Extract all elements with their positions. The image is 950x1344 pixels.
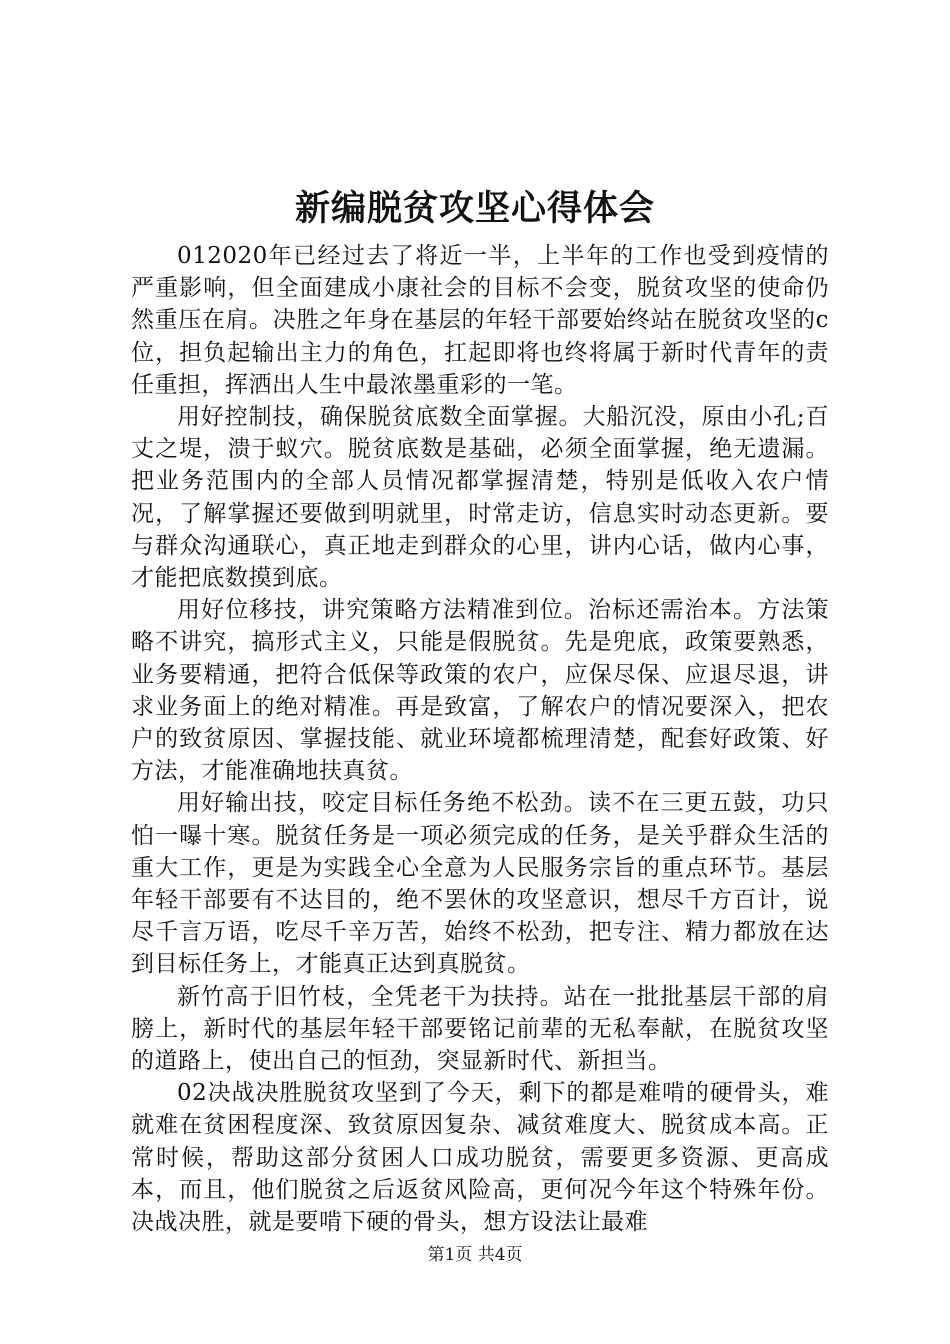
paragraph: 用好输出技，咬定目标任务绝不松劲。读不在三更五鼓，功只怕一曝十寒。脱贫任务是一项必须完成的任务，是关乎群众生活的重大工作，更是为实践全心全意为人民服务宗旨的重点环节。基层年轻干部要有不达目的，绝不罢休的攻坚意识，想尽千方百计，说尽千言万语，吃尽千辛万苦，始终不松劲，把专注、精力都放在达到目标任务上，才能真正达到真脱贫。 bbox=[131, 790, 829, 978]
page-number-footer: 第1页 共4页 bbox=[427, 1245, 523, 1265]
paragraph: 用好位移技，讲究策略方法精准到位。治标还需治本。方法策略不讲究，搞形式主义，只能是假脱贫。先是兜底，政策要熟悉，业务要精通，把符合低保等政策的农户，应保尽保、应退尽退，讲求业务面上的绝对精准。再是致富，了解农户的情况要深入，把农户的致贫原因、掌握技能、就业环境都梳理清楚，配套好政策、好方法，才能准确地扶真贫。 bbox=[131, 597, 829, 785]
paragraph: 新竹高于旧竹枝，全凭老干为扶持。站在一批批基层干部的肩膀上，新时代的基层年轻干部要铭记前辈的无私奉献，在脱贫攻坚的道路上，使出自己的恒劲，突显新时代、新担当。 bbox=[131, 983, 829, 1075]
document-body bbox=[131, 240, 829, 1238]
paragraph: 012020年已经过去了将近一半，上半年的工作也受到疫情的严重影响，但全面建成小康社会的目标不会变，脱贫攻坚的使命仍然重压在肩。决胜之年身在基层的年轻干部要始终站在脱贫攻坚的c位，担负起输出主力的角色，扛起即将也终将属于新时代青年的责任重担，挥洒出人生中最浓墨重彩的一笔。 bbox=[131, 243, 829, 398]
paragraph: 02决战决胜脱贫攻坚到了今天，剩下的都是难啃的硬骨头，难就难在贫困程度深、致贫原因复杂、减贫难度大、脱贫成本高。正常时候，帮助这部分贫困人口成功脱贫，需要更多资源、更高成本，而且，他们脱贫之后返贫风险高，更何况今年这个特殊年份。决战决胜，就是要啃下硬的骨头，想方设法让最难 bbox=[131, 1080, 829, 1236]
paragraph: 用好控制技，确保脱贫底数全面掌握。大船沉没，原由小孔;百丈之堤，溃于蚁穴。脱贫底数是基础，必须全面掌握，绝无遗漏。把业务范围内的全部人员情况都掌握清楚，特别是低收入农户情况，了解掌握还要做到明就里，时常走访，信息实时动态更新。要与群众沟通联心，真正地走到群众的心里，讲内心话，做内心事，才能把底数摸到底。 bbox=[131, 404, 829, 592]
document-title: 新编脱贫攻坚心得体会 bbox=[294, 188, 655, 229]
